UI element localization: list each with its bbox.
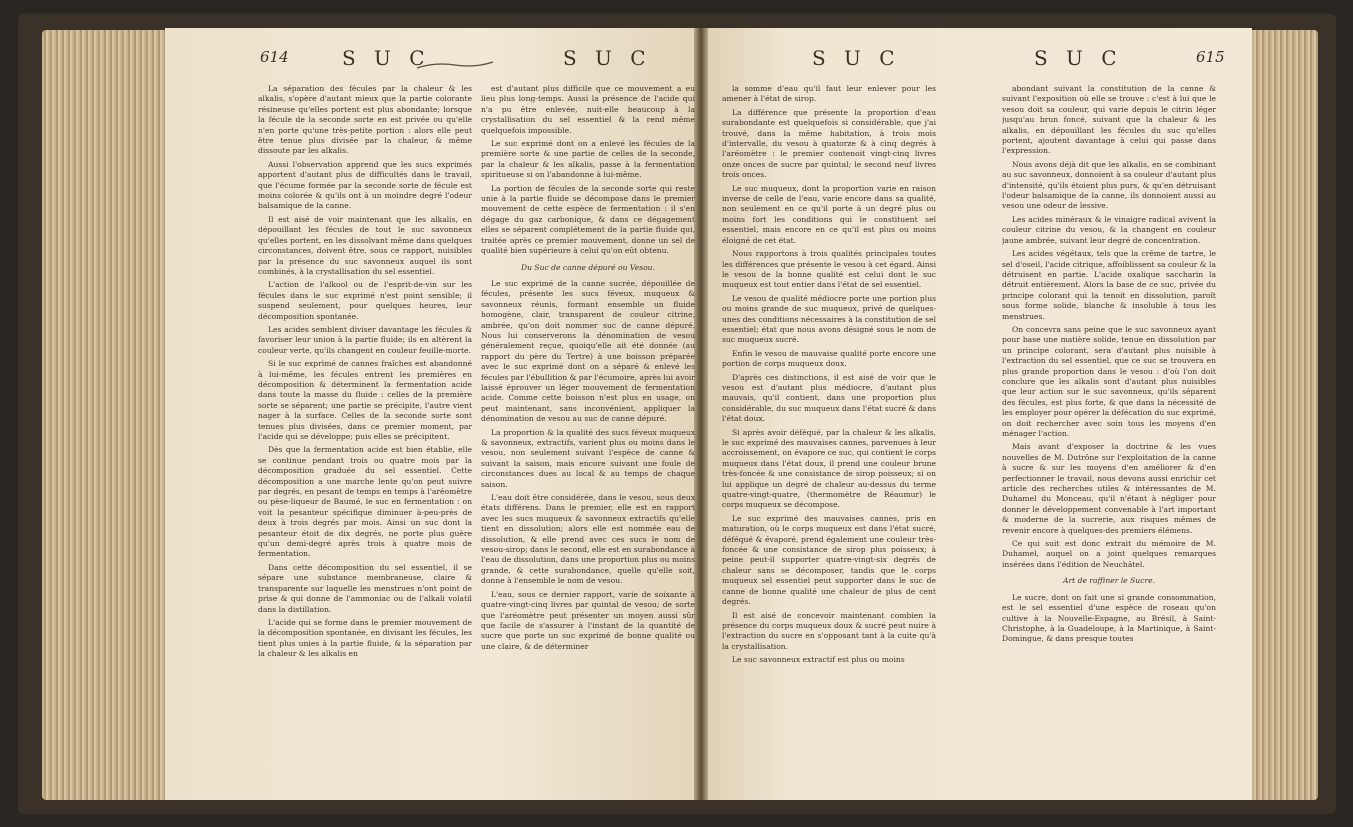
section-heading: Art de raffiner le Sucre. bbox=[1063, 576, 1155, 586]
book-gutter bbox=[694, 28, 708, 800]
paragraph: Enfin le vesou de mauvaise qualité porte encore une portion de corps muqueux doux. bbox=[722, 348, 936, 369]
paragraph: est d'autant plus difficile que ce mouvement a eu lieu plus long-temps. Aussi la présence de l'acide qui n'a pu être enlevée, nuit-elle beaucoup à la crystallisation du sel essentiel & la rend même quelquefois impossible. bbox=[481, 84, 695, 135]
paragraph: Les acides minéraux & le vinaigre radical avivent la couleur citrine du vesou, & la changent en couleur jaune ambrée, suivant leur degré de concentration. bbox=[1002, 214, 1216, 245]
paragraph: L'action de l'alkool ou de l'esprit-de-vin sur les fécules dans le suc exprimé n'est point sensible; il suspend seulement, pour quelques heures, leur décomposition spontanée. bbox=[258, 280, 472, 321]
paragraph: On concevra sans peine que le suc savonneux ayant pour base une matière solide, tenue en dissolution par un principe colorant, sera d'autant plus nuisible à l'extraction du sel essentiel, que ce suc se trouvera en plus grande proportion dans le vesou : d'où l'on doit conclure que les alkalis sont d'autant plus nuisibles que leur action sur le suc savonneux, qu'ils séparent des fécules, est plus forte, & que dans la nécessité de les employer pour opérer la défécation du suc exprimé, on doit rechercher avec soin tous les moyens d'en ménager l'action. bbox=[1002, 324, 1216, 438]
paragraph: Si après avoir déféqué, par la chaleur & les alkalis, le suc exprimé des mauvaises cannes, parvenues à leur accroissement, on évapore ce suc, qui contient le corps muqueux dans l'état doux, il prend une couleur brune très-foncée & une consistance de sirop poisseux; si on lui applique un degré de chaleur au-dessus du terme quatre-vingt-quatre, (thermomètre de Réaumur) le corps muqueux se décompose. bbox=[722, 427, 936, 510]
paragraph: Nous avons déjà dit que les alkalis, en se combinant au suc savonneux, donnoient à sa couleur d'autant plus d'intensité, qu'ils étoient plus purs, & qu'en détruisant l'odeur balsamique de la canne, ils donnoient aussi au vesou une odeur de lessive. bbox=[1002, 159, 1216, 211]
right-running-head-2: S U C bbox=[1034, 46, 1123, 70]
paragraph: L'eau doit être considérée, dans le vesou, sous deux états différens. Dans le premier, elle est en rapport avec les sucs muqueux & savonneux extractifs qu'elle tient en dissolution; alors elle est nommée eau de dissolution, & elle prend avec ces sucs le nom de vesou-sirop; dans le second, elle est en surabondance à l'eau de dissolution, dans une proportion plus ou moins grande, & cette surabondance, quelle qu'elle soit, donne à l'ensemble le nom de vesou. bbox=[481, 493, 695, 586]
paragraph: la somme d'eau qu'il faut leur enlever pour les amener à l'état de sirop. bbox=[722, 84, 936, 104]
left-page-column-1 bbox=[258, 84, 472, 784]
paragraph: Le suc exprimé dont on a enlevé les fécules de la première sorte & une partie de celles de la seconde, par la chaleur & les alkalis, passe à la fermentation spiritueuse si on l'abandonne à lui-même. bbox=[481, 139, 695, 180]
paragraph: La portion de fécules de la seconde sorte qui reste unie à la partie fluide se décompose dans le premier mouvement de cette espèce de fermentation : il s'en dégage du gaz carbonique, & dans ce dégagement elles se séparent complétement de la partie fluide qui, traitée après ce premier mouvement, donne un sel de qualité bien supérieure à celui qu'on eût obtenu. bbox=[481, 183, 695, 256]
paragraph: Le suc exprimé des mauvaises cannes, pris en maturation, où le corps muqueux est dans l'état sucré, déféqué & évaporé, prend également une couleur très-foncée & une consistance de sirop plus poisseux; à peine peut-il supporter quatre-vingt-six degrés de chaleur sans se décomposer, tandis que le corps muqueux sel essentiel peut supporter dans le suc de canne de bonne qualité une chaleur de plus de cent degrés. bbox=[722, 513, 936, 607]
paragraph: Il est aisé de concevoir maintenant combien la présence du corps muqueux doux & sucré peut nuire à l'extraction du sucre en s'opposant tant à la cuite qu'à la crystallisation. bbox=[722, 610, 936, 651]
right-folio: 615 bbox=[1196, 48, 1225, 66]
paragraph: La proportion & la qualité des sucs féveux muqueux & savonneux, extractifs, varient plus ou moins dans le vesou, non seulement suivant l'espèce de canne & suivant la saison, mais encore suivant une foule de circonstances dues au local & au temps de chaque saison. bbox=[481, 427, 695, 489]
left-running-head-1: S U C bbox=[342, 46, 431, 70]
paragraph: Les acides végétaux, tels que la crême de tartre, le sel d'oseil, l'acide citrique, affoiblissent sa couleur & la détruisent en partie. L'acide oxalique saccharin la détruit entièrement. Alors la base de ce suc, privée du principe colorant qui la tenoit en dissolution, paroît sous forme solide, blanche & insoluble à tous les menstrues. bbox=[1002, 249, 1216, 321]
paragraph: Aussi l'observation apprend que les sucs exprimés apportent d'autant plus de difficultés dans le travail, que l'écume formée par la seconde sorte de fécule est moins colorée & qu'ils ont à un moindre degré l'odeur balsamique de la canne. bbox=[258, 159, 472, 211]
paragraph: Nous rapportons à trois qualités principales toutes les différences que présente le vesou à cet égard. Ainsi le vesou de la bonne qualité est celui dont le suc muqueux est tout entier dans l'état de sel essentiel. bbox=[722, 249, 936, 290]
paragraph: Dans cette décomposition du sel essentiel, il se sépare une substance membraneuse, claire & transparente sur laquelle les menstrues n'ont point de prise & qui donne de l'ammoniac ou de l'alkali volatil dans la distillation. bbox=[258, 562, 472, 614]
paragraph: D'après ces distinctions, il est aisé de voir que le vesou est d'autant plus médiocre, d'autant plus mauvais, qu'il contient, dans une proportion plus considérable, du suc muqueux dans l'état sucré & dans l'état doux. bbox=[722, 372, 936, 424]
right-page-column-2 bbox=[1002, 84, 1216, 784]
paragraph: abondant suivant la constitution de la canne & suivant l'exposition où elle se trouve : c'est à lui que le vesou doit sa couleur, qui varie depuis le citrin léger jusqu'au brun foncé, suivant que la chaleur & les alkalis, en dépouillant les fécules du suc qu'elles portent, ajoutent davantage à celui qui passe dans l'expression. bbox=[1002, 84, 1216, 156]
left-page-edges bbox=[42, 30, 167, 800]
paragraph: Dès que la fermentation acide est bien établie, elle se continue pendant trois ou quatre mois par la décomposition graduée du sel essentiel. Cette décomposition a une marche lente qu'on peut suivre par degrés, en pesant de temps en temps à l'aréomètre ou pèse-liqueur de Baumé, le suc en fermentation : on voit la pesanteur spécifique diminuer à-peu-près de deux à trois degrés par mois. Ainsi un suc dont la pesanteur étoit de dix degrés, ne porte plus guère qu'un demi-degré après trois à quatre mois de fermentation. bbox=[258, 445, 472, 559]
paragraph: La différence que présente la proportion d'eau surabondante est quelquefois si considérable, que j'ai trouvé, dans la même habitation, à trois mois d'intervalle, du vesou à quatorze & à cinq degrés à l'aréomètre : le premier contenoit vingt-cinq livres onze onces de sucre par quintal; le second neuf livres trois onces. bbox=[722, 107, 936, 180]
paragraph: Les acides semblent diviser davantage les fécules & favoriser leur union à la partie fluide; ils en altèrent la couleur verte, qu'ils changent en couleur feuille-morte. bbox=[258, 324, 472, 355]
paragraph: L'acide qui se forme dans le premier mouvement de la décomposition spontanée, en divisant les fécules, les tient plus unies à la partie fluide, & la séparation par la chaleur & les alkalis en bbox=[258, 617, 472, 659]
paragraph: La séparation des fécules par la chaleur & les alkalis, s'opère d'autant mieux que la partie colorante résineuse qu'elles portent est plus abondante; lorsque la fécule de la seconde sorte en est privée ou qu'elle n'en porte qu'une très-petite portion : alors elle peut être tenue plus divisée par la chaleur, & même dissoute par les alkalis. bbox=[258, 84, 472, 156]
left-folio: 614 bbox=[260, 48, 289, 66]
left-page-column-2 bbox=[481, 84, 695, 784]
left-running-head-2: S U C bbox=[563, 46, 652, 70]
paragraph: Mais avant d'exposer la doctrine & les vues nouvelles de M. Dutrône sur l'exploitation de la canne à sucre & sur les moyens d'en améliorer & d'en perfectionner le travail, nous devons aussi enrichir cet article des recherches utiles & intéressantes de M. Duhamel du Monceau, qu'il n'étant à négliger pour donner le développement convenable à l'art important & moderne de la sucrerie, aux risques mêmes de revenir encore à quelques-des premiers élémens. bbox=[1002, 442, 1216, 535]
paragraph: Le suc exprimé de la canne sucrée, dépouillée de fécules, présente les sucs féveux, muqueux & savonneux réunis, formant ensemble un fluide homogène, clair, transparent de couleur citrine, ambrée, qu'on doit nommer suc de canne dépuré. Nous lui conserverons la dénomination de vesou généralement reçue, quoiqu'elle ait été donnée (au rapport du père du Tertre) à une boisson préparée avec le suc exprimé dont on a séparé & enlevé les fécules par l'ébullition & par l'écumoire, après lui avoir laissé éprouver un léger mouvement de fermentation acide. Comme cette boisson n'est plus en usage, on peut maintenant, sans inconvénient, appliquer la dénomination de vesou au suc de canne dépuré. bbox=[481, 278, 695, 424]
paragraph: Il est aisé de voir maintenant que les alkalis, en dépouillant les fécules de tout le suc savonneux qu'elles portent, en les dissolvant même dans quelques circonstances, doivent être, sous ce rapport, nuisibles par la présence du suc savonneux auquel ils sont combinés, à la crystallisation du sel essentiel. bbox=[258, 214, 472, 276]
paragraph: Le vesou de qualité médiocre porte une portion plus ou moins grande de suc muqueux, privé de quelques-unes des conditions nécessaires à la constitution de sel essentiel; état que nous avons désigné sous le nom de suc muqueux sucré. bbox=[722, 293, 936, 345]
ornament-flourish bbox=[415, 60, 495, 70]
paragraph: Le suc savonneux extractif est plus ou moins bbox=[732, 655, 905, 665]
paragraph: Le sucre, dont on fait une si grande consommation, est le sel essentiel d'une espèce de roseau qu'on cultive à la Nouvelle-Espagne, au Brésil, à Saint-Christophe, à la Guadeloupe, à la Martinique, à Saint-Domingue, & dans presque toutes bbox=[1002, 592, 1216, 644]
paragraph: Si le suc exprimé de cannes fraîches est abandonné à lui-même, les fécules entrent les premières en décomposition & déterminent la fermentation acide dans toute la masse du fluide : celles de la première sorte se séparent; une partie se précipite, l'autre vient nager à la surface. Celles de la seconde sorte sont tenues plus divisées, dans ce premier moment, par l'acide qui se développe; puis elles se précipitent. bbox=[258, 359, 472, 441]
right-page-column-1 bbox=[722, 84, 936, 784]
right-running-head-1: S U C bbox=[812, 46, 901, 70]
paragraph: L'eau, sous ce dernier rapport, varie de soixante à quatre-vingt-cinq livres par quintal de vesou; de sorte que l'aréomètre peut présenter un moyen aussi sûr que facile de s'assurer à l'instant de la quantité de sucre que porte un suc exprimé de bonne qualité ou une claire, & de déterminer bbox=[481, 589, 695, 651]
section-heading: Du Suc de canne dépuré ou Vesou. bbox=[521, 262, 655, 272]
paragraph: Le suc muqueux, dont la proportion varie en raison inverse de celle de l'eau, varie encore dans sa qualité, non seulement en ce qu'il porte à un degré plus ou moins fort les conditions qui le constituent sel essentiel, mais encore en ce qu'il est plus ou moins éloigné de cet état. bbox=[722, 183, 936, 245]
paragraph: Ce qui suit est donc extrait du mémoire de M. Duhamel, auquel on a joint quelques remarques insérées dans l'édition de Neuchâtel. bbox=[1002, 539, 1216, 569]
right-page-edges bbox=[1248, 30, 1318, 800]
